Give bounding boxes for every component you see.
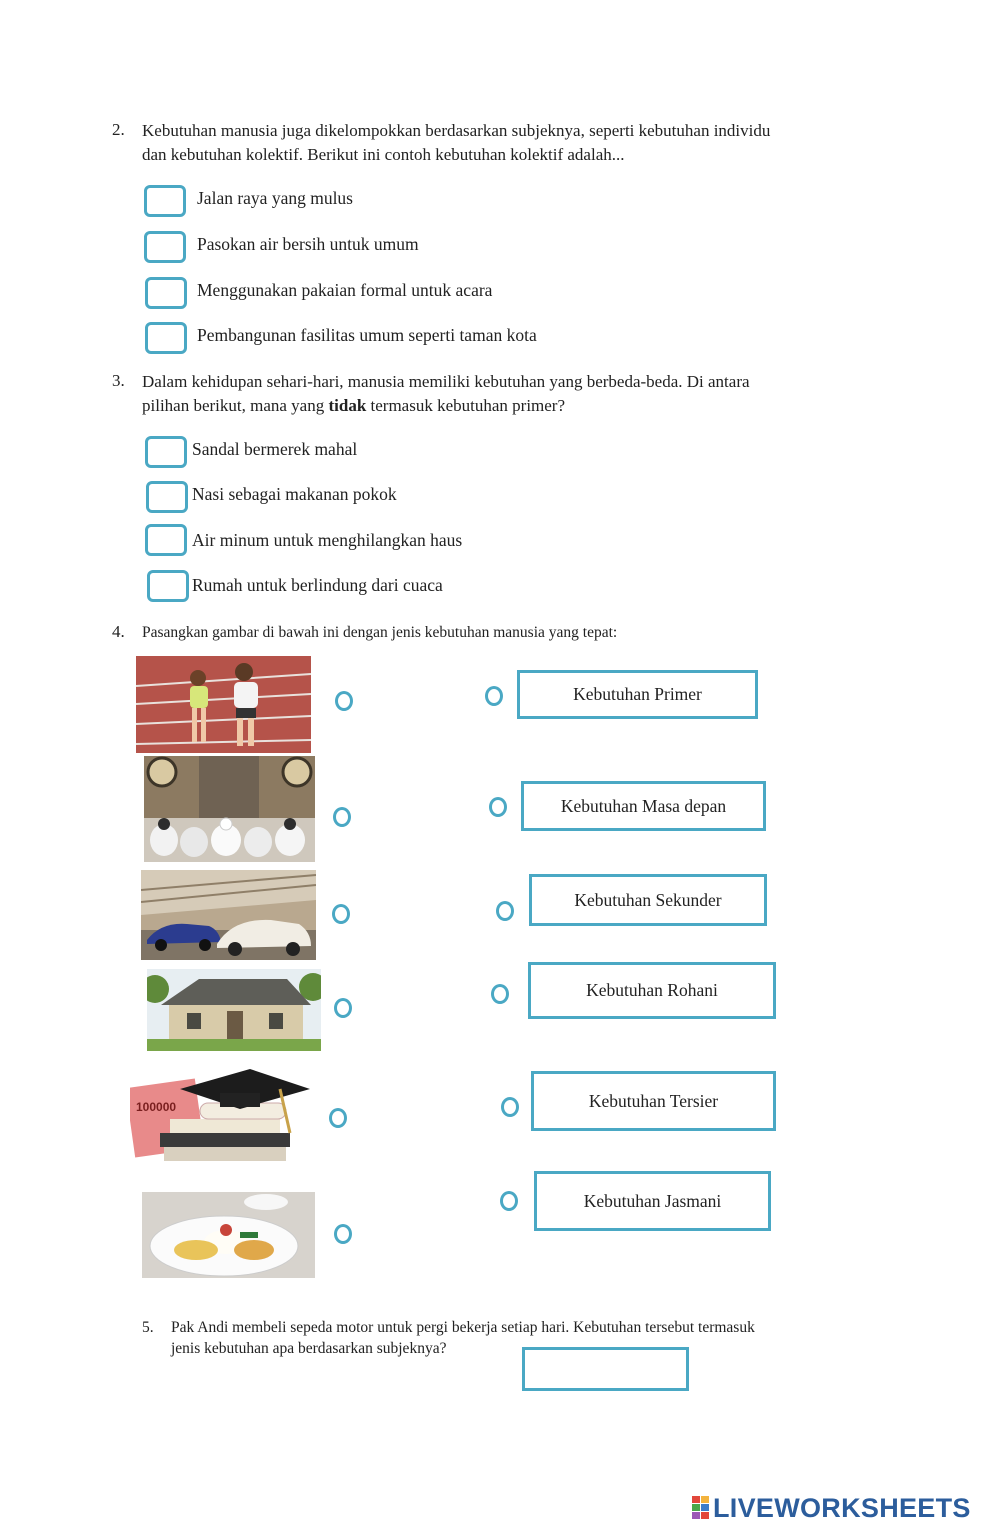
q2-text-line1: Kebutuhan manusia juga dikelompokkan berdasarkan subjeknya, seperti kebutuhan individu [142,121,771,140]
label-kebutuhan-jasmani[interactable]: Kebutuhan Jasmani [534,1171,771,1231]
liveworksheets-logo-text: LIVEWORKSHEETS [713,1493,971,1523]
q2-option4-checkbox[interactable] [145,322,187,354]
q3-option3-label: Air minum untuk menghilangkan haus [192,530,463,550]
label4-connector-dot[interactable] [491,984,509,1004]
liveworksheets-logo-icon [692,1496,710,1520]
q3-option4-label: Rumah untuk berlindung dari cuaca [192,575,443,595]
svg-text:100000: 100000 [136,1100,177,1114]
q3-text-line2-end: termasuk kebutuhan primer? [366,396,566,415]
q2-option1-checkbox[interactable] [144,185,186,217]
q5-text-line2: jenis kebutuhan apa berdasarkan subjeknya? [171,1340,447,1357]
label5-connector-dot[interactable] [501,1097,519,1117]
q2-option3-label: Menggunakan pakaian formal untuk acara [197,280,493,300]
q2-number: 2. [112,120,125,139]
label1-connector-dot[interactable] [485,686,503,706]
q2-option2-label: Pasokan air bersih untuk umum [197,234,419,254]
label-kebutuhan-rohani[interactable]: Kebutuhan Rohani [528,962,776,1019]
plate-of-food-image [142,1192,315,1278]
label2-connector-dot[interactable] [489,797,507,817]
q3-option3-checkbox[interactable] [145,524,187,556]
q3-option2-checkbox[interactable] [146,481,188,513]
label-kebutuhan-primer[interactable]: Kebutuhan Primer [517,670,758,719]
q3-text-emphasis: tidak [328,396,367,415]
label-kebutuhan-tersier[interactable]: Kebutuhan Tersier [531,1071,776,1131]
q3-text-line1: Dalam kehidupan sehari-hari, manusia memiliki kebutuhan yang berbeda-beda. Di antara [142,372,750,391]
mosque-prayer-image [144,756,315,862]
image4-connector-dot[interactable] [334,998,352,1018]
q3-option4-checkbox[interactable] [147,570,189,602]
q2-question [142,119,902,167]
q5-text-line1: Pak Andi membeli sepeda motor untuk pergi bekerja setiap hari. Kebutuhan tersebut termasuk [171,1319,755,1336]
label6-connector-dot[interactable] [500,1191,518,1211]
q2-text-line2: dan kebutuhan kolektif. Berikut ini contoh kebutuhan kolektif adalah... [142,145,625,164]
image5-connector-dot[interactable] [329,1108,347,1128]
image2-connector-dot[interactable] [333,807,351,827]
q4-question-text: Pasangkan gambar di bawah ini dengan jenis kebutuhan manusia yang tepat: [142,624,618,641]
q3-question [142,370,902,418]
label3-connector-dot[interactable] [496,901,514,921]
image1-connector-dot[interactable] [335,691,353,711]
running-people-image [136,656,311,753]
q3-number: 3. [112,371,125,390]
q5-number: 5. [142,1319,154,1336]
money-graduation-books-image [130,1063,314,1170]
house-image [147,969,321,1051]
image3-connector-dot[interactable] [332,904,350,924]
q5-answer-input[interactable] [522,1347,689,1391]
q2-option4-label: Pembangunan fasilitas umum seperti taman kota [197,325,537,345]
label-kebutuhan-sekunder[interactable]: Kebutuhan Sekunder [529,874,767,926]
sports-cars-garage-image [141,870,316,960]
q3-text-line2 [142,394,902,418]
q2-option2-checkbox[interactable] [144,231,186,263]
q2-option3-checkbox[interactable] [145,277,187,309]
q3-text-line2-start: pilihan berikut, mana yang [142,396,329,415]
q4-number: 4. [112,622,125,641]
q3-option1-label: Sandal bermerek mahal [192,439,358,459]
image6-connector-dot[interactable] [334,1224,352,1244]
label-kebutuhan-masa-depan[interactable]: Kebutuhan Masa depan [521,781,766,831]
q3-option1-checkbox[interactable] [145,436,187,468]
q3-option2-label: Nasi sebagai makanan pokok [192,484,397,504]
q2-option1-label: Jalan raya yang mulus [197,188,353,208]
